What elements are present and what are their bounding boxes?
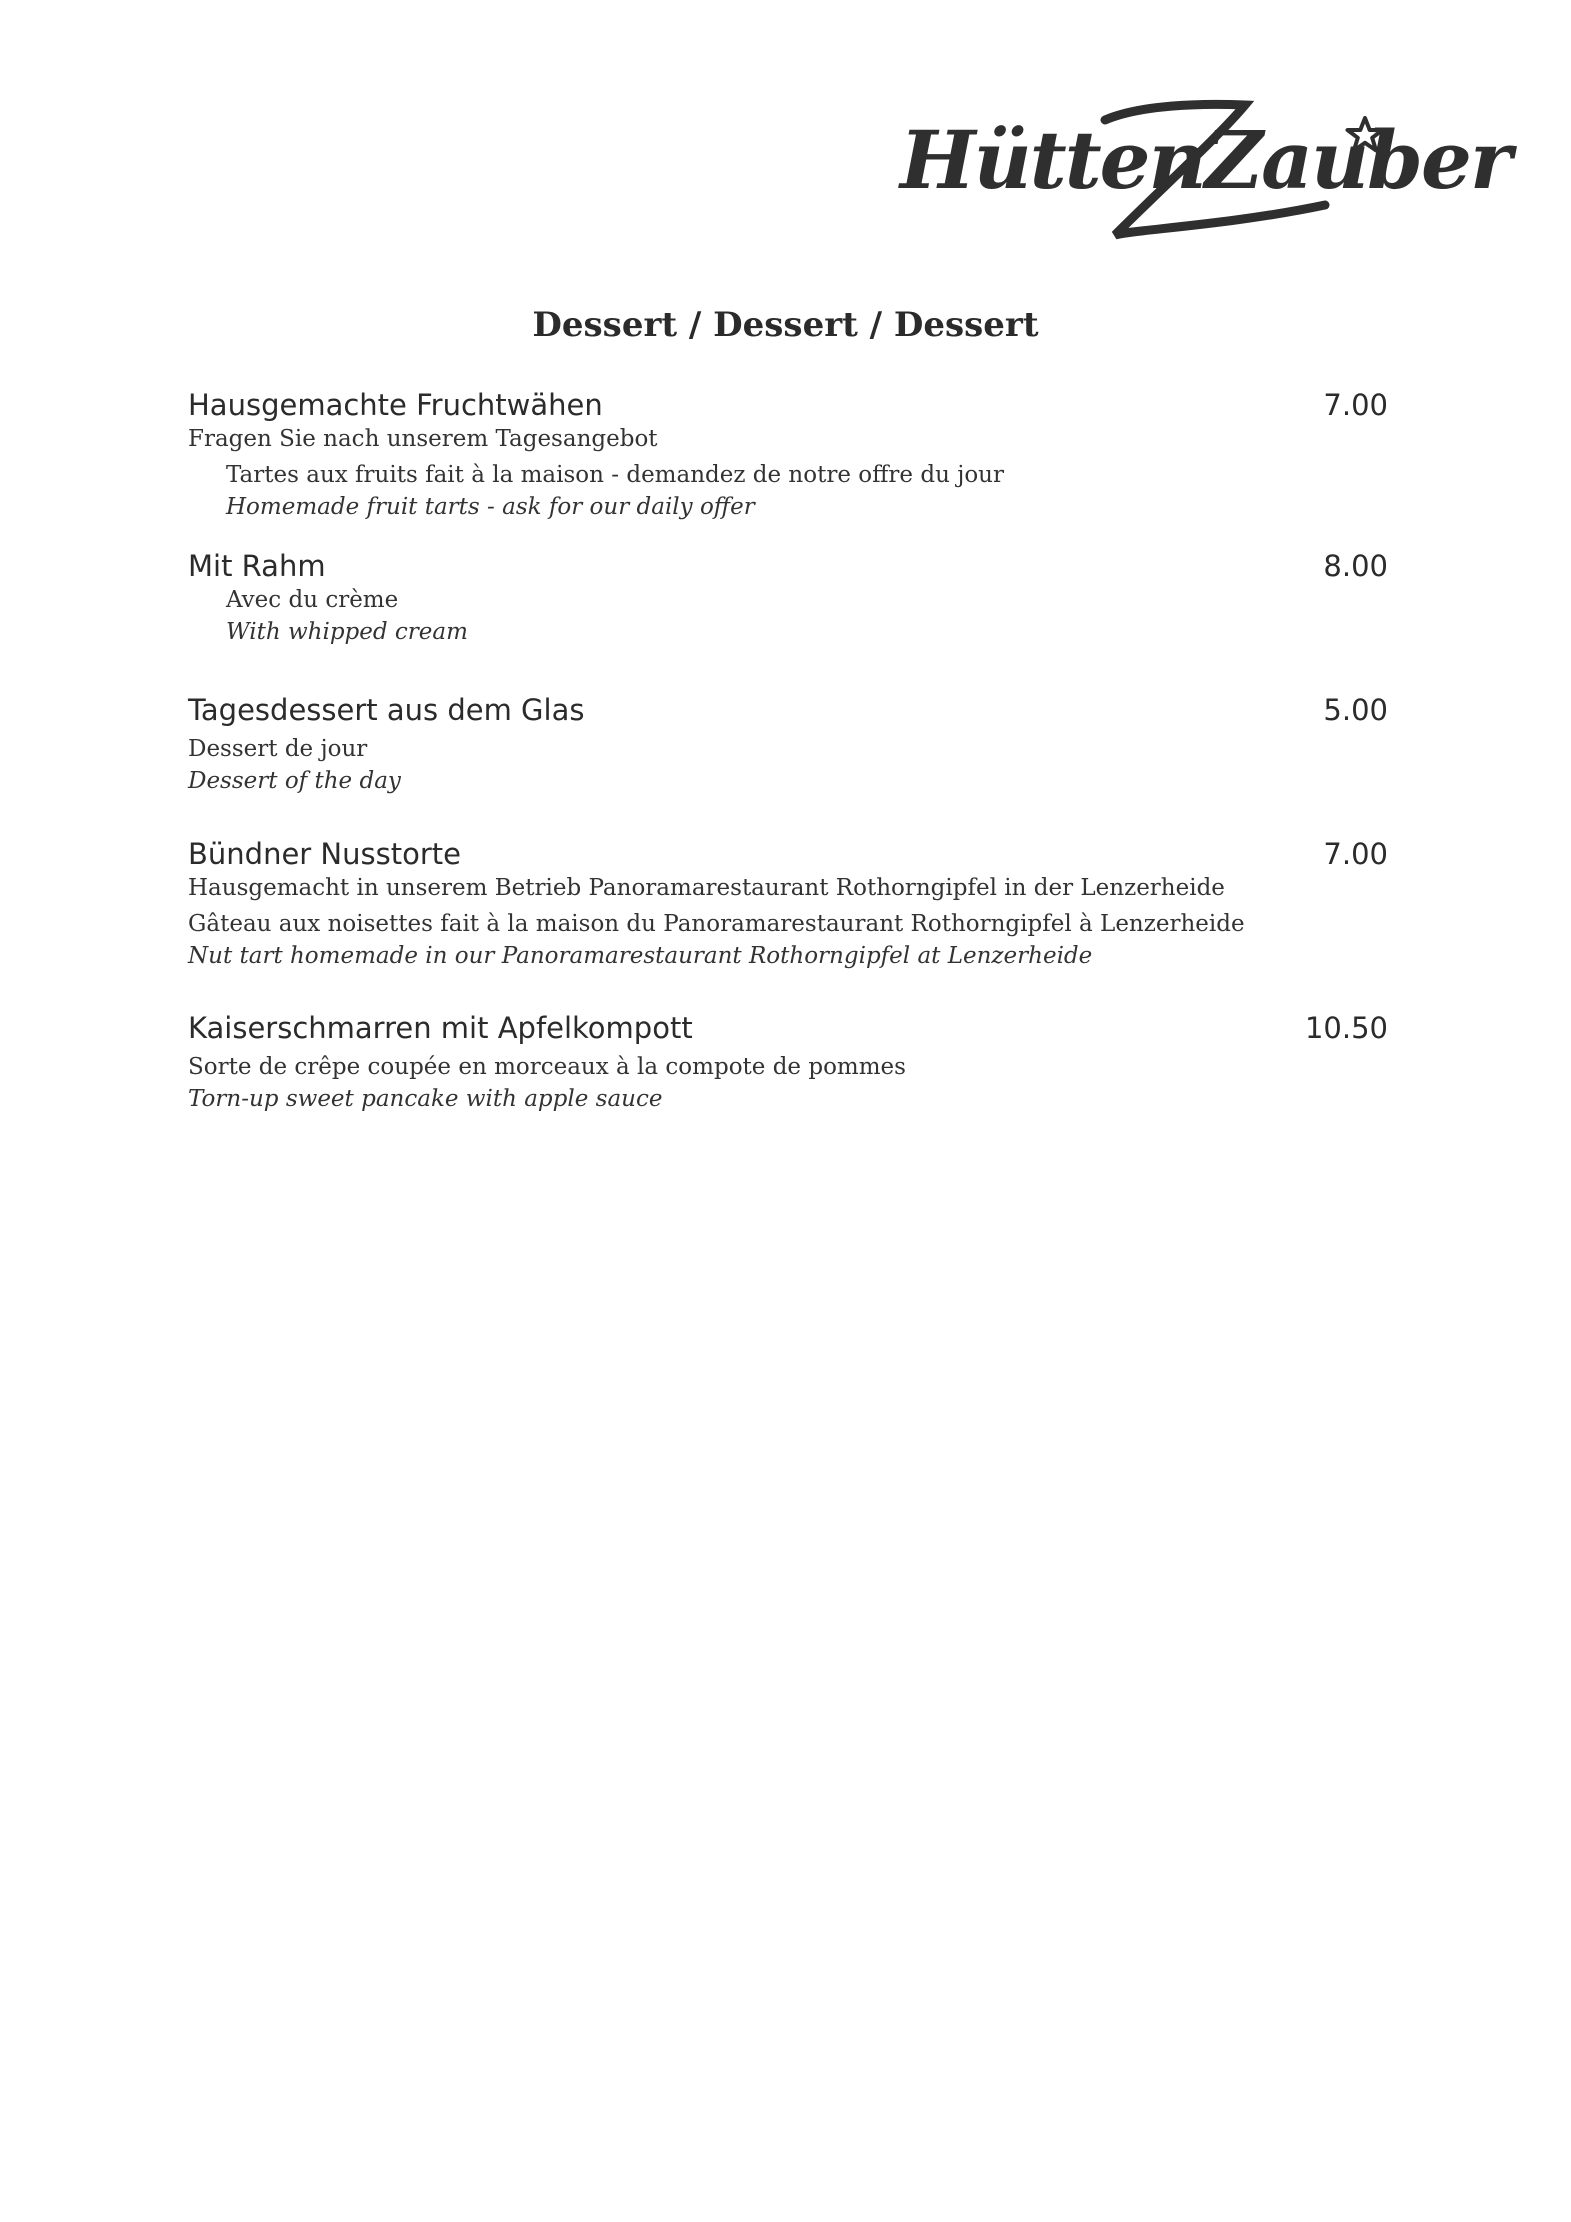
item-name: Tagesdessert aus dem Glas: [188, 693, 585, 727]
item-name: Mit Rahm: [188, 549, 326, 583]
item-description-en: Dessert of the day: [188, 768, 401, 794]
item-description-en: Nut tart homemade in our Panoramarestaurant Rothorngipfel at Lenzerheide: [188, 943, 1093, 969]
item-name: Bündner Nusstorte: [188, 837, 461, 871]
menu-item: [188, 692, 1388, 797]
item-name: Hausgemachte Fruchtwähen: [188, 388, 603, 422]
item-description-en: Homemade fruit tarts - ask for our daily offer: [226, 494, 755, 520]
item-price: 7.00: [1323, 388, 1388, 422]
item-description-fr: Gâteau aux noisettes fait à la maison du Panoramarestaurant Rothorngipfel à Lenzerheide: [188, 911, 1245, 937]
item-description-fr: Dessert de jour: [188, 736, 368, 762]
item-description-fr: Avec du crème: [226, 587, 399, 613]
item-description-fr: Sorte de crêpe coupée en morceaux à la compote de pommes: [188, 1054, 906, 1080]
item-price: 5.00: [1323, 693, 1388, 727]
menu-item: [188, 1010, 1388, 1115]
item-price: 10.50: [1304, 1011, 1388, 1045]
item-description-fr: Tartes aux fruits fait à la maison - demandez de notre offre du jour: [226, 462, 1004, 488]
item-name: Kaiserschmarren mit Apfelkompott: [188, 1011, 693, 1045]
item-description-en: Torn-up sweet pancake with apple sauce: [188, 1086, 663, 1112]
item-description-de: Fragen Sie nach unserem Tagesangebot: [188, 426, 658, 452]
menu-item: [188, 387, 1388, 523]
menu-item: [188, 548, 1388, 648]
brand-logo: [900, 95, 1511, 255]
item-description-de: Hausgemacht in unserem Betrieb Panoramarestaurant Rothorngipfel in der Lenzerheide: [188, 875, 1225, 901]
star-icon: [1345, 115, 1385, 155]
menu-title: Dessert / Dessert / Dessert: [532, 305, 1039, 345]
item-price: 7.00: [1323, 837, 1388, 871]
item-description-en: With whipped cream: [226, 619, 468, 645]
item-price: 8.00: [1323, 549, 1388, 583]
brand-name: HüttenZauber: [900, 113, 1511, 207]
menu-item: [188, 836, 1388, 972]
